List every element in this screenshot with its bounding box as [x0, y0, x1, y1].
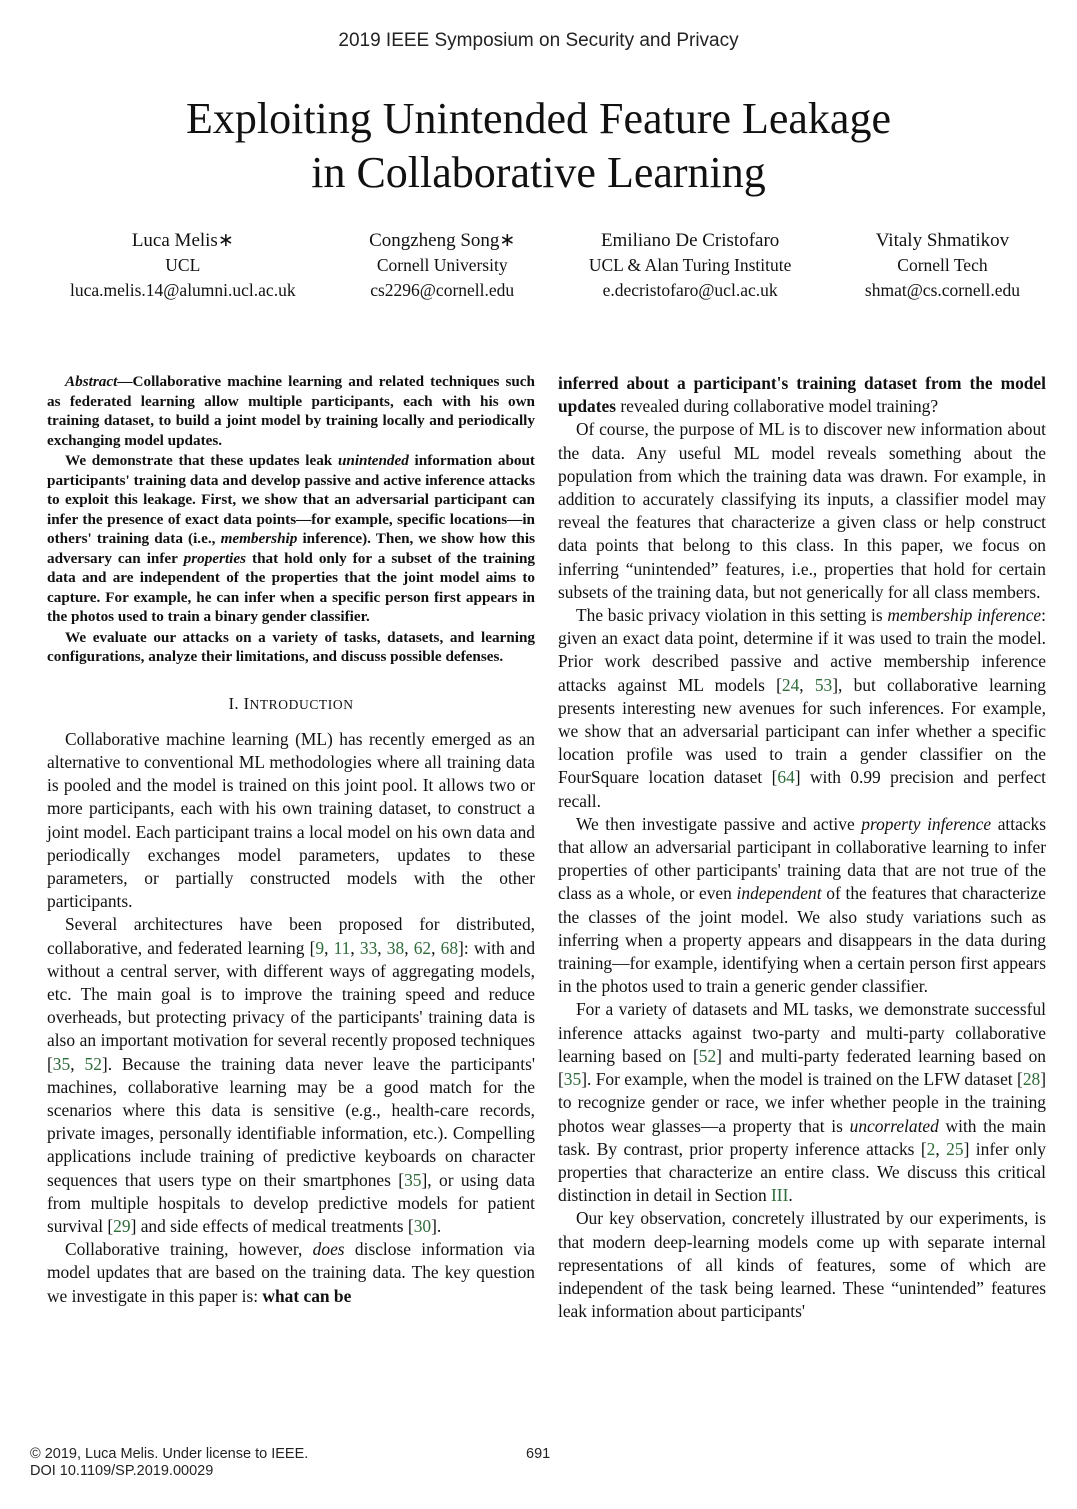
- emphasis: membership: [220, 530, 298, 547]
- citation-link[interactable]: 11: [333, 937, 351, 958]
- section-heading: [47, 692, 535, 716]
- citation-link[interactable]: 35: [404, 1169, 422, 1190]
- citation-link[interactable]: 2: [926, 1138, 936, 1159]
- abstract-text: —Collaborative machine learning and related techniques such as federated learning allow multiple participants, each with his own training dataset, to build a joint model by training locally and periodically exchanging model updates.: [47, 373, 535, 449]
- section-link[interactable]: III: [771, 1185, 789, 1206]
- abstract-paragraph: We evaluate our attacks on a variety of tasks, datasets, and learning configurations, analyze their limitations, and discuss possible defenses.: [47, 628, 535, 665]
- title-line-1: Exploiting Unintended Feature Leakage: [186, 94, 891, 143]
- author-name: Emiliano De Cristofaro: [600, 230, 780, 251]
- author-3: [589, 228, 792, 303]
- author-4: [865, 228, 1020, 303]
- text-run: We demonstrate that these updates leak: [65, 452, 338, 469]
- body-paragraph: Several architectures have been proposed for distributed, collaborative, and federated learning [9, 11, 33, 38, 62, 68]: with and without a central server, with different ways of aggregating models, etc. The main goal is to improve the training speed and reduce overheads, but protecting privacy of the participants' training data is also an important motivation for several recently proposed techniques [35, 52]. Because the training data never leave the participants' machines, collaborative learning may be a good match for the scenarios where this data is sensitive (e.g., health-care records, private images, personally identifiable information, etc.). Compelling applications include training of predictive keyboards on character sequences that users type on their smartphones [35], or using data from multiple hospitals to develop predictive models for patient survival [29] and side effects of medical treatments [30].: [47, 914, 536, 1236]
- text-run: disclose information via model updates that are based on the training data. The key question we investigate in this paper is:: [47, 1239, 535, 1306]
- author-name: Luca Melis∗: [131, 230, 234, 251]
- citation-link[interactable]: 52: [698, 1045, 717, 1066]
- citation-link[interactable]: 35: [52, 1053, 71, 1074]
- body-paragraph: [558, 813, 1046, 999]
- text-run: that hold only for a subset of the training data and are independent of the properties that the joint model aims to capture. For example, he can infer when a specific person first appears in the photos used to train a binary gender classifier.: [47, 549, 536, 625]
- emphasis: property inference: [861, 813, 992, 834]
- text-run: attacks that allow an adversarial participant in collaborative learning to infer properties of other participants' training data that are not true of the class as a whole, or even: [558, 813, 1046, 904]
- left-column: [47, 372, 535, 1308]
- conference-header: 2019 IEEE Symposium on Security and Privacy: [338, 30, 739, 51]
- citation-link[interactable]: 52: [84, 1053, 102, 1074]
- text-run: ]: with and without a central server, with different ways of aggregating models, etc. The main goal is to improve the training speed and reduce overheads, but protecting privacy of the participants' training data is also an important motivation for several recently proposed techniques [: [47, 937, 536, 1074]
- text-run: ] with 0.99 precision and perfect recall.: [558, 767, 1046, 811]
- body-paragraph: [47, 1238, 535, 1308]
- right-column: [558, 372, 1046, 1323]
- text-run: ], or using data from multiple hospitals to develop predictive models for patient survival [: [47, 1169, 535, 1236]
- section-title-rest: NTRODUCTION: [249, 696, 354, 712]
- citation-link[interactable]: 30: [413, 1215, 432, 1236]
- citation-link[interactable]: 35: [563, 1069, 582, 1090]
- bold-question: inferred about a participant's training dataset from the model updates: [558, 373, 1046, 417]
- copyright-line: © 2019, Luca Melis. Under license to IEEE.: [30, 1446, 309, 1462]
- author-name: Vitaly Shmatikov: [875, 230, 1010, 251]
- footer-copyright: [30, 1446, 308, 1480]
- section-number: I.: [228, 693, 244, 713]
- text-run: revealed during collaborative model training?: [616, 396, 939, 417]
- text-run: ].: [431, 1215, 442, 1236]
- citation-link[interactable]: 28: [1022, 1069, 1041, 1090]
- citation-link[interactable]: 24: [781, 674, 800, 695]
- abstract-paragraph: [47, 451, 535, 627]
- body-paragraph: Of course, the purpose of ML is to discover new information about the data. Any useful ML model reveals something about the population from which the training data was drawn. For example, in addition to accurately classifying its inputs, a classifier model may reveal the features that characterize a given class or help construct data points that belong to this class. In this paper, we focus on inferring “unintended” features, i.e., properties that hold for certain subsets of the training data, but not generically for all class members.: [558, 419, 1046, 602]
- emphasis: unintended: [337, 452, 409, 469]
- citation-link[interactable]: 38: [386, 937, 405, 958]
- text-run: The basic privacy violation in this setting is: [576, 605, 888, 626]
- emphasis: properties: [183, 549, 247, 567]
- text-run: ]. Because the training data never leave the participants' machines, collaborative learning may be a good match for the scenarios where this data is sensitive (e.g., health-care records, private images, personally identifiable information, etc.). Compelling applications include training of predictive keyboards on character sequences that users type on their smartphones [: [47, 1053, 535, 1190]
- citation-link[interactable]: 9: [315, 937, 325, 958]
- abstract-label: Abstract: [65, 373, 118, 390]
- page-number: 691: [526, 1446, 551, 1462]
- author-1: [70, 228, 296, 303]
- text-run: We then investigate passive and active: [576, 813, 862, 834]
- author-affiliation: UCL & Alan Turing Institute: [588, 255, 792, 275]
- citation-link[interactable]: 25: [946, 1138, 964, 1159]
- text-run: inference). Then, we show how this adversary can infer: [47, 530, 535, 567]
- author-block: [70, 228, 1020, 303]
- text-run: Collaborative training, however,: [65, 1239, 313, 1260]
- citation-link[interactable]: 68: [440, 937, 459, 958]
- body-paragraph: For a variety of datasets and ML tasks, we demonstrate successful inference attacks against two-party and multi-party collaborative learning based on [52] and multi-party federated learning based on [35]. For example, when the model is trained on the LFW dataset [28] to recognize gender or race, we infer whether people in the training photos wear glasses—a property that is uncorrelated with the main task. By contrast, prior property inference attacks [2, 25] infer only properties that characterize an entire class. We discuss this critical distinction in detail in Section III.: [558, 999, 1046, 1206]
- author-email: luca.melis.14@alumni.ucl.ac.uk: [70, 280, 296, 300]
- title-line-2: in Collaborative Learning: [311, 148, 766, 197]
- text-run: Several architectures have been proposed for distributed, collaborative, and federated learning [: [47, 914, 535, 958]
- text-run: : given an exact data point, determine if it was used to train the model. Prior work described passive and active membership inference attacks against ML models [: [558, 605, 1046, 695]
- text-run: ] and multi-party federated learning based on [: [558, 1045, 1046, 1090]
- doi-line: DOI 10.1109/SP.2019.00029: [30, 1463, 214, 1479]
- citation-link[interactable]: 62: [413, 937, 432, 958]
- citation-link[interactable]: 33: [359, 937, 378, 958]
- author-email: e.decristofaro@ucl.ac.uk: [602, 280, 778, 300]
- emphasis: membership inference: [887, 605, 1042, 626]
- text-run: ] and side effects of medical treatments [: [130, 1215, 414, 1236]
- author-2: [369, 228, 515, 303]
- emphasis: independent: [736, 883, 822, 904]
- author-affiliation: UCL: [165, 255, 201, 275]
- author-affiliation: Cornell Tech: [897, 255, 988, 275]
- text-run: For a variety of datasets and ML tasks, we demonstrate successful inference attacks against two-party and multi-party collaborative learning based on [: [558, 999, 1046, 1066]
- citation-link[interactable]: 29: [113, 1215, 131, 1236]
- abstract-paragraph: [47, 372, 535, 450]
- body-paragraph: [558, 372, 1046, 418]
- body-paragraph: Our key observation, concretely illustrated by our experiments, is that modern deep-learning models come up with separate internal representations of all kinds of features, some of which are independent of the task being learned. These “unintended” features leak information about participants': [558, 1208, 1046, 1322]
- text-run: of the features that characterize the classes of the joint model. We also study variations such as inferring when a property appears and disappears in the data during training—for example, identifying when a certain person first appears in the photos used to train a generic gender classifier.: [558, 883, 1046, 997]
- author-name: Congzheng Song∗: [369, 230, 516, 251]
- text-run: with the main task. By contrast, prior property inference attacks [: [558, 1115, 1046, 1159]
- citation-link[interactable]: 53: [814, 674, 833, 695]
- bold-question: what can be: [262, 1285, 352, 1306]
- abstract: [47, 372, 535, 667]
- author-email: shmat@cs.cornell.edu: [864, 280, 1020, 300]
- text-run: ] infer only properties that characterize an entire class. We discuss this critical distinction in detail in Section: [558, 1138, 1046, 1206]
- paper-title: [0, 92, 1077, 200]
- citation-link[interactable]: 64: [777, 767, 795, 788]
- body-paragraph: Collaborative machine learning (ML) has recently emerged as an alternative to conventional ML methodologies where all training data is pooled and the model is trained on this joint pool. It allows two or more participants, each with his own training dataset, to construct a joint model. Each participant trains a local model on his own data and periodically exchanges model parameters, updates to these parameters, or partially constructed models with the other participants.: [47, 728, 535, 912]
- body-paragraph: The basic privacy violation in this setting is membership inference: given an exact data point, determine if it was used to train the model. Prior work described passive and active membership inference attacks against ML models [24, 53], but collaborative learning presents interesting new avenues for such inferences. For example, we show that an adversarial participant can infer whether a specific location profile was used to train a gender classifier on the FourSquare location dataset [64] with 0.99 precision and perfect recall.: [558, 605, 1046, 811]
- text-run: ] to recognize gender or race, we infer whether people in the training photos wear glasses—a property that is: [558, 1069, 1046, 1136]
- emphasis: uncorrelated: [849, 1115, 939, 1136]
- author-email: cs2296@cornell.edu: [370, 280, 515, 300]
- text-run: .: [788, 1185, 793, 1206]
- text-run: ], but collaborative learning presents interesting new avenues for such inferences. For example, we show that an adversarial participant can infer whether a specific location profile was used to train a gender classifier on the FourSquare location dataset [: [558, 674, 1046, 788]
- author-affiliation: Cornell University: [376, 255, 508, 275]
- emphasis: does: [312, 1239, 345, 1260]
- text-run: ]. For example, when the model is trained on the LFW dataset [: [581, 1069, 1023, 1090]
- text-run: information about participants' training data and develop passive and active inference attacks to exploit this leakage. First, we show that an adversarial participant can infer the presence of exact data points—for example, specific locations—in others' training data (i.e.,: [47, 452, 535, 547]
- section-title-initial: I: [243, 693, 250, 713]
